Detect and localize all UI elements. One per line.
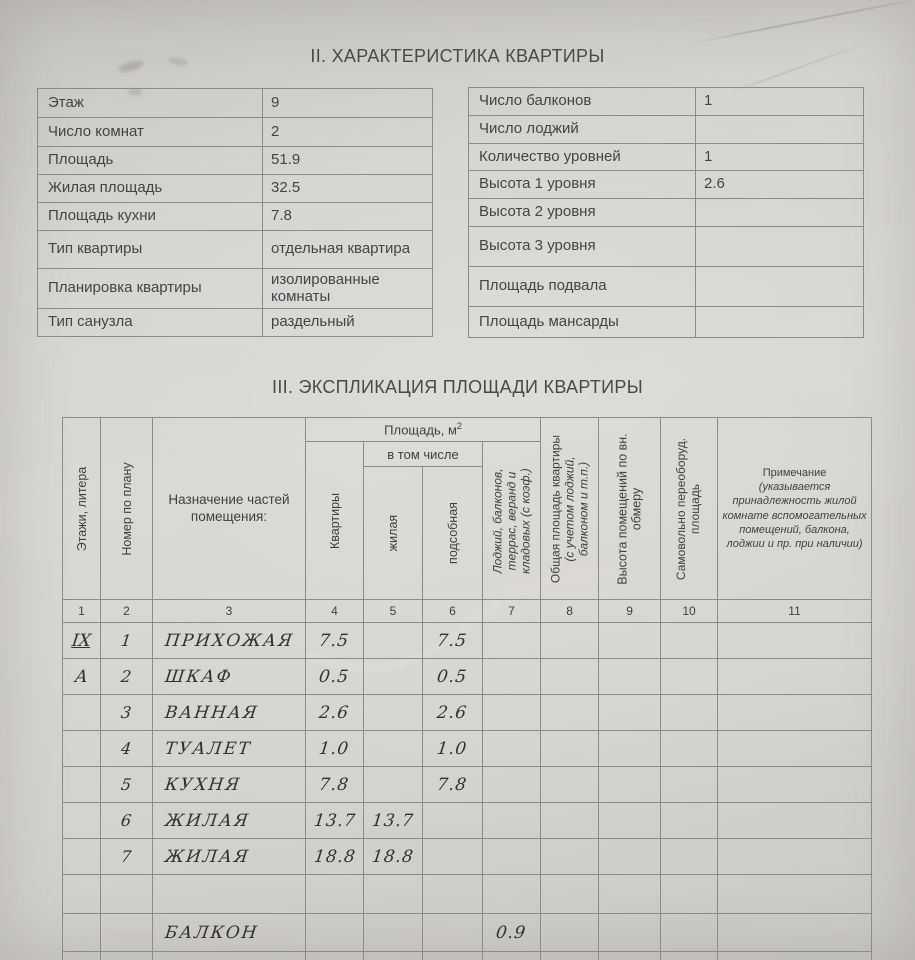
char-row xyxy=(469,144,864,171)
explication-row xyxy=(63,695,872,731)
cell-apartment-area: 0.5 xyxy=(306,659,364,695)
cell-height xyxy=(599,839,661,875)
char-value: 1 xyxy=(696,144,864,171)
cell-plan-number: 3 xyxy=(101,695,153,731)
cell-loggia-area xyxy=(483,875,541,914)
cell-unauthorized xyxy=(661,659,718,695)
cell-plan-number: 1 xyxy=(101,623,153,659)
column-number: 9 xyxy=(599,600,661,623)
cell-utility-area xyxy=(423,952,483,960)
explication-row xyxy=(63,875,872,914)
cell-total-area xyxy=(541,731,599,767)
cell-utility-area xyxy=(423,839,483,875)
cell-note xyxy=(718,731,872,767)
cell-unauthorized xyxy=(661,914,718,952)
cell-height xyxy=(599,695,661,731)
cell-total-area xyxy=(541,659,599,695)
cell-apartment-area: 7.8 xyxy=(306,767,364,803)
char-label: Площадь мансарды xyxy=(469,307,696,338)
cell-note xyxy=(718,695,872,731)
cell-plan-number xyxy=(101,952,153,960)
cell-apartment-area xyxy=(306,875,364,914)
cell-note xyxy=(718,839,872,875)
cell-litera xyxy=(63,839,101,875)
cell-note xyxy=(718,875,872,914)
cell-total-area xyxy=(541,803,599,839)
cell-room-name: ЖИЛАЯ xyxy=(153,839,306,875)
char-value: 9 xyxy=(263,89,433,118)
char-value: 2.6 xyxy=(696,171,864,199)
cell-utility-area xyxy=(423,914,483,952)
char-value: 7.8 xyxy=(263,203,433,231)
char-value: раздельный xyxy=(263,309,433,337)
section-2-title: II. ХАРАКТЕРИСТИКА КВАРТИРЫ xyxy=(310,46,605,66)
cell-plan-number: 5 xyxy=(101,767,153,803)
cell-loggia-area xyxy=(483,839,541,875)
paper-crease xyxy=(690,0,915,44)
cell-apartment-area: 13.7 xyxy=(306,803,364,839)
explication-row xyxy=(63,731,872,767)
explication-row xyxy=(63,767,872,803)
cell-note xyxy=(718,659,872,695)
section-3-title: III. ЭКСПЛИКАЦИЯ ПЛОЩАДИ КВАРТИРЫ xyxy=(272,377,643,397)
cell-apartment-area: 7.5 xyxy=(306,623,364,659)
char-label: Планировка квартиры xyxy=(38,269,263,309)
cell-litera xyxy=(63,731,101,767)
char-label: Жилая площадь xyxy=(38,175,263,203)
cell-height xyxy=(599,875,661,914)
cell-height xyxy=(599,623,661,659)
cell-loggia-area xyxy=(483,623,541,659)
cell-room-name: КУХНЯ xyxy=(153,767,306,803)
cell-litera xyxy=(63,803,101,839)
char-value xyxy=(696,267,864,307)
char-row xyxy=(38,147,433,175)
cell-room-name: ШКАФ xyxy=(153,659,306,695)
cell-litera xyxy=(63,952,101,960)
header-room-purpose: Назначение частей помещения: xyxy=(153,418,306,600)
explication-row xyxy=(63,623,872,659)
char-label: Количество уровней xyxy=(469,144,696,171)
cell-note xyxy=(718,803,872,839)
cell-room-name: БАЛКОН xyxy=(153,914,306,952)
cell-plan-number: 7 xyxy=(101,839,153,875)
explication-row xyxy=(63,952,872,960)
cell-apartment-area: 2.6 xyxy=(306,695,364,731)
cell-note xyxy=(718,952,872,960)
cell-living-area xyxy=(364,875,423,914)
cell-note xyxy=(718,767,872,803)
header-including: в том числе xyxy=(364,442,483,467)
cell-litera: IX xyxy=(63,623,101,659)
cell-unauthorized xyxy=(661,767,718,803)
cell-total-area xyxy=(541,952,599,960)
char-row xyxy=(38,118,433,147)
char-label: Высота 1 уровня xyxy=(469,171,696,199)
cell-living-area xyxy=(364,659,423,695)
cell-living-area xyxy=(364,695,423,731)
cell-room-name: ВАННАЯ xyxy=(153,695,306,731)
explication-row xyxy=(63,914,872,952)
cell-room-name: ПРИХОЖАЯ xyxy=(153,623,306,659)
cell-plan-number: 6 xyxy=(101,803,153,839)
cell-room-name: ЖИЛАЯ xyxy=(153,803,306,839)
header-note: Примечание (указывается принадлежность жилой комнате вспомогательных помещений, балкона, лоджии и пр. при наличии) xyxy=(718,418,872,600)
cell-litera xyxy=(63,914,101,952)
char-row xyxy=(38,89,433,118)
header-living-area: жилая xyxy=(364,467,423,600)
char-value xyxy=(696,227,864,267)
char-value xyxy=(696,307,864,338)
explication-row xyxy=(63,839,872,875)
cell-utility-area: 2.6 xyxy=(423,695,483,731)
char-row xyxy=(469,171,864,199)
cell-loggia-area xyxy=(483,803,541,839)
char-row xyxy=(38,269,433,309)
square-meter-sup: 2 xyxy=(456,421,462,432)
char-value xyxy=(696,116,864,144)
char-value: 1 xyxy=(696,88,864,116)
char-value: 32.5 xyxy=(263,175,433,203)
cell-total-area xyxy=(541,839,599,875)
explication-row xyxy=(63,659,872,695)
char-row xyxy=(469,88,864,116)
header-room-height: Высота помещений по вн. обмеру xyxy=(599,418,661,600)
char-label: Площадь кухни xyxy=(38,203,263,231)
cell-apartment-area xyxy=(306,914,364,952)
header-loggia-balcony-area: Лоджий, балконов, террас, веранд и кладовых (с коэф.) xyxy=(483,442,541,600)
column-number: 10 xyxy=(661,600,718,623)
cell-total-area xyxy=(541,695,599,731)
cell-litera xyxy=(63,767,101,803)
cell-total-area xyxy=(541,875,599,914)
header-plan-number: Номер по плану xyxy=(101,418,153,600)
cell-apartment-area: 1.0 xyxy=(306,731,364,767)
char-value: 2 xyxy=(263,118,433,147)
cell-litera xyxy=(63,875,101,914)
cell-loggia-area xyxy=(483,767,541,803)
char-row xyxy=(38,203,433,231)
char-label: Число балконов xyxy=(469,88,696,116)
header-apartment-area: Квартиры xyxy=(306,442,364,600)
column-number: 7 xyxy=(483,600,541,623)
char-value: отдельная квартира xyxy=(263,231,433,269)
cell-loggia-area: 0.9 xyxy=(483,914,541,952)
header-total-area: Общая площадь квартиры (с учетом лоджий, балконом и т.п.) xyxy=(541,418,599,600)
cell-room-name xyxy=(153,952,306,960)
char-label: Тип квартиры xyxy=(38,231,263,269)
char-row xyxy=(469,199,864,227)
column-number: 1 xyxy=(63,600,101,623)
header-utility-area: подсобная xyxy=(423,467,483,600)
char-label: Число лоджий xyxy=(469,116,696,144)
char-row xyxy=(469,307,864,338)
cell-living-area: 18.8 xyxy=(364,839,423,875)
header-area-group: Площадь, $м^2$ xyxy=(306,418,541,442)
cell-plan-number: 4 xyxy=(101,731,153,767)
cell-unauthorized xyxy=(661,952,718,960)
cell-total-area xyxy=(541,914,599,952)
cell-height xyxy=(599,731,661,767)
cell-utility-area xyxy=(423,803,483,839)
cell-utility-area: 1.0 xyxy=(423,731,483,767)
cell-utility-area: 7.8 xyxy=(423,767,483,803)
cell-plan-number xyxy=(101,914,153,952)
cell-living-area xyxy=(364,914,423,952)
cell-loggia-area xyxy=(483,952,541,960)
char-label: Высота 2 уровня xyxy=(469,199,696,227)
cell-unauthorized xyxy=(661,875,718,914)
char-label: Площадь подвала xyxy=(469,267,696,307)
cell-utility-area xyxy=(423,875,483,914)
column-number: 11 xyxy=(718,600,872,623)
cell-height xyxy=(599,659,661,695)
cell-height xyxy=(599,803,661,839)
explication-table xyxy=(62,417,872,960)
column-number: 4 xyxy=(306,600,364,623)
header-row-top xyxy=(63,418,872,442)
cell-height xyxy=(599,767,661,803)
column-number: 3 xyxy=(153,600,306,623)
char-row xyxy=(469,267,864,307)
char-label: Площадь xyxy=(38,147,263,175)
char-row xyxy=(469,227,864,267)
cell-litera: А xyxy=(63,659,101,695)
characteristics-table-left xyxy=(37,88,433,337)
char-row xyxy=(469,116,864,144)
cell-living-area xyxy=(364,623,423,659)
cell-litera xyxy=(63,695,101,731)
cell-height xyxy=(599,914,661,952)
char-row xyxy=(38,175,433,203)
column-number: 5 xyxy=(364,600,423,623)
cell-living-area xyxy=(364,952,423,960)
cell-utility-area: 7.5 xyxy=(423,623,483,659)
char-row xyxy=(38,231,433,269)
column-number: 6 xyxy=(423,600,483,623)
char-value: изолированные комнаты xyxy=(263,269,433,309)
char-label: Высота 3 уровня xyxy=(469,227,696,267)
char-label: Тип санузла xyxy=(38,309,263,337)
cell-unauthorized xyxy=(661,731,718,767)
cell-unauthorized xyxy=(661,623,718,659)
cell-plan-number xyxy=(101,875,153,914)
header-unauthorized-area: Самовольно переоборуд. площадь xyxy=(661,418,718,600)
char-row xyxy=(38,309,433,337)
cell-living-area xyxy=(364,731,423,767)
cell-loggia-area xyxy=(483,731,541,767)
cell-living-area xyxy=(364,767,423,803)
column-numbers-row xyxy=(63,600,872,623)
cell-unauthorized xyxy=(661,803,718,839)
column-number: 2 xyxy=(101,600,153,623)
cell-room-name xyxy=(153,875,306,914)
char-label: Этаж xyxy=(38,89,263,118)
cell-unauthorized xyxy=(661,839,718,875)
cell-plan-number: 2 xyxy=(101,659,153,695)
column-number: 8 xyxy=(541,600,599,623)
char-value xyxy=(696,199,864,227)
char-value: 51.9 xyxy=(263,147,433,175)
cell-room-name: ТУАЛЕТ xyxy=(153,731,306,767)
cell-total-area xyxy=(541,767,599,803)
cell-unauthorized xyxy=(661,695,718,731)
cell-apartment-area: 18.8 xyxy=(306,839,364,875)
cell-note xyxy=(718,914,872,952)
header-floors-litera: Этажи, литера xyxy=(63,418,101,600)
cell-living-area: 13.7 xyxy=(364,803,423,839)
cell-utility-area: 0.5 xyxy=(423,659,483,695)
cell-loggia-area xyxy=(483,695,541,731)
cell-apartment-area xyxy=(306,952,364,960)
cell-loggia-area xyxy=(483,659,541,695)
cell-height xyxy=(599,952,661,960)
characteristics-table-right xyxy=(468,87,864,338)
explication-row xyxy=(63,803,872,839)
cell-total-area xyxy=(541,623,599,659)
char-label: Число комнат xyxy=(38,118,263,147)
cell-note xyxy=(718,623,872,659)
